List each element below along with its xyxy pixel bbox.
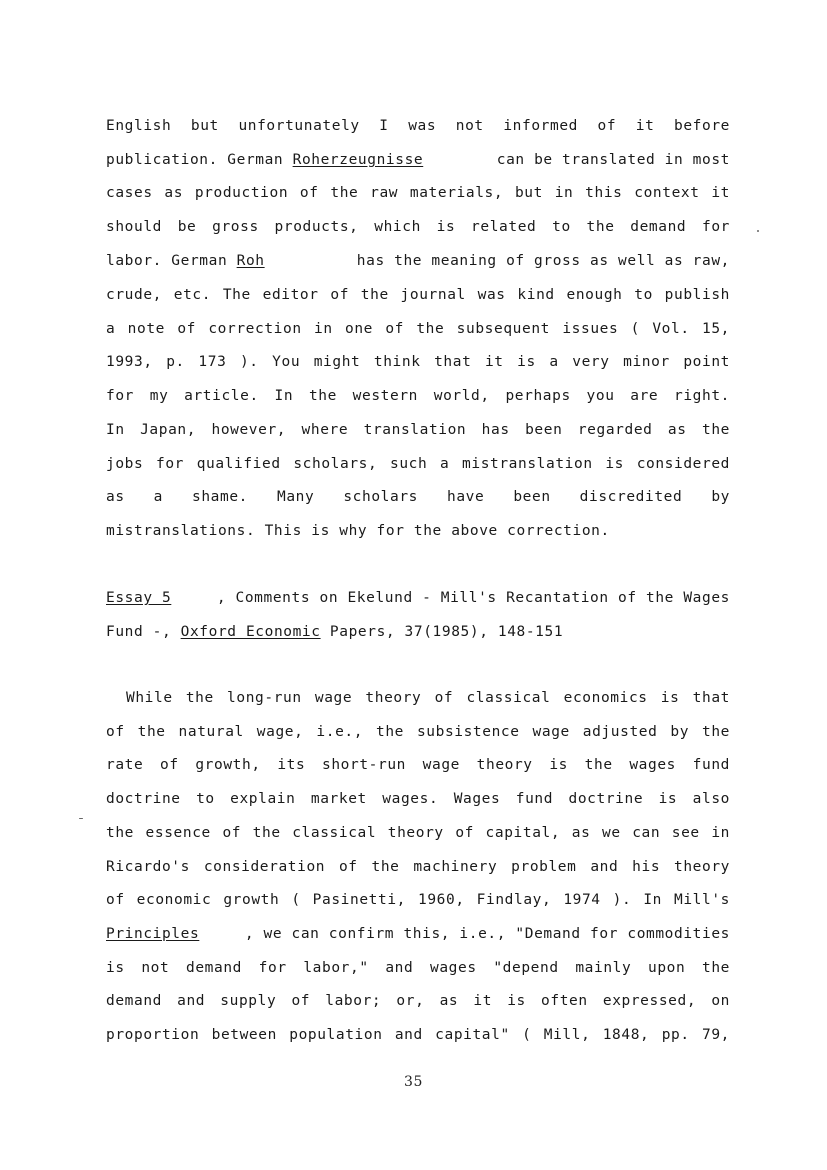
text-fragment: , we can confirm this, i.e., "Demand for commodities: [244, 926, 730, 942]
text-line: demand and supply of labor; or, as it is often expressed, on: [106, 993, 730, 1009]
essay-heading-line: [106, 620, 730, 644]
text-line: a note of correction in one of the subsequent issues ( Vol. 15,: [106, 321, 730, 337]
scan-speck: [757, 230, 759, 232]
text-fragment: labor. German Roh: [106, 253, 265, 269]
text-fragment: has the meaning of gross as well as raw,: [356, 253, 730, 269]
text-fragment: can be translated in most: [496, 152, 730, 168]
text-line: [106, 148, 730, 172]
text-line: doctrine to explain market wages. Wages fund doctrine is also: [106, 791, 730, 807]
text-line: jobs for qualified scholars, such a mistranslation is considered: [106, 456, 730, 472]
text-line: the essence of the classical theory of capital, as we can see in: [106, 825, 730, 841]
text-line: should be gross products, which is related to the demand for: [106, 219, 730, 235]
text-line: of economic growth ( Pasinetti, 1960, Findlay, 1974 ). In Mill's: [106, 892, 730, 908]
text-line: rate of growth, its short-run wage theory is the wages fund: [106, 757, 730, 773]
text-line: as a shame. Many scholars have been discredited by: [106, 489, 730, 505]
text-fragment: publication. German Roherzeugnisse: [106, 152, 424, 168]
text-line: [106, 922, 730, 946]
text-line: proportion between population and capital" ( Mill, 1848, pp. 79,: [106, 1027, 730, 1043]
term-roh: Roh: [236, 253, 265, 269]
essay-label: Essay 5: [106, 590, 172, 606]
scan-speck: [79, 818, 83, 819]
essay-title: , Comments on Ekelund - Mill's Recantation of the Wages: [216, 590, 730, 606]
text-line: crude, etc. The editor of the journal was kind enough to publish: [106, 287, 730, 303]
text-line: English but unfortunately I was not informed of it before: [106, 118, 730, 134]
text-line: of the natural wage, i.e., the subsistence wage adjusted by the: [106, 724, 730, 740]
page-number: 35: [403, 1074, 423, 1090]
text-line: mistranslations. This is why for the above correction.: [106, 523, 610, 539]
text-line: In Japan, however, where translation has been regarded as the: [106, 422, 730, 438]
term-roherzeugnisse: Roherzeugnisse: [292, 152, 424, 168]
essay-title-cont: Fund -,: [106, 624, 181, 640]
text-line: [106, 249, 730, 273]
essay-heading-line: [106, 586, 730, 610]
text-line: While the long-run wage theory of classical economics is that: [126, 690, 730, 706]
text-line: cases as production of the raw materials, but in this context it: [106, 185, 730, 201]
essay-citation: Papers, 37(1985), 148-151: [320, 624, 564, 640]
text-line: is not demand for labor," and wages "depend mainly upon the: [106, 960, 730, 976]
book-title: Principles: [106, 926, 200, 942]
text-line: for my article. In the western world, perhaps you are right.: [106, 388, 730, 404]
journal-name: Oxford Economic: [180, 624, 321, 640]
text-line: Ricardo's consideration of the machinery problem and his theory: [106, 859, 730, 875]
text-line: 1993, p. 173 ). You might think that it is a very minor point: [106, 354, 730, 370]
